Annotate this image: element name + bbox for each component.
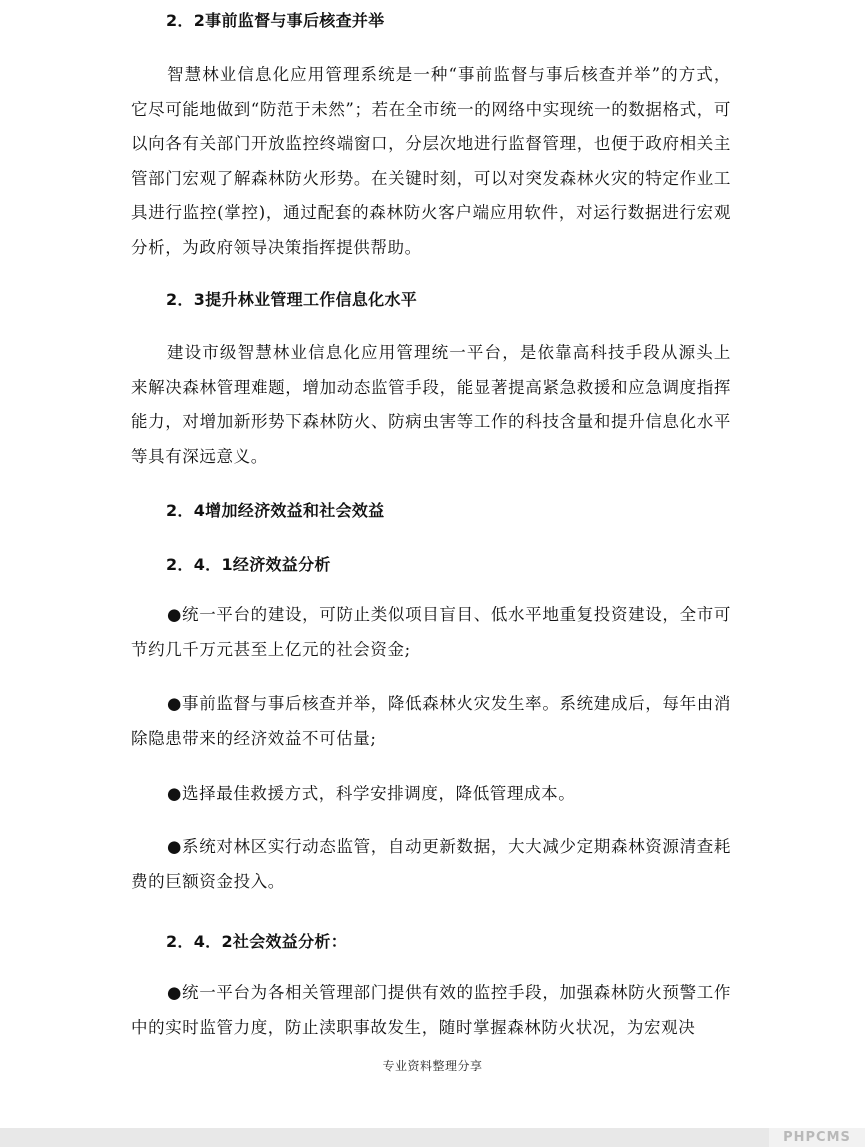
section-body-2-2: 智慧林业信息化应用管理系统是一种“事前监督与事后核查并举”的方式，它尽可能地做到“防范于未然”；若在全市统一的网络中实现统一的数据格式，可以向各有关部门开放监控终端窗口，分层次地进行监督管理，也便于政府相关主管部门宏观了解森林防火形势。在关键时刻，可以对突发森林火灾的特定作业工具进行监控(掌控)，通过配套的森林防火客户端应用软件，对运行数据进行宏观分析，为政府领导决策指挥提供帮助。 [131,65,731,257]
social-benefit-item-1: ●统一平台为各相关管理部门提供有效的监控手段，加强森林防火预警工作中的实时监管力度，防止渎职事故发生，随时掌握森林防火状况，为宏观决 [131,983,731,1037]
economic-benefit-item-3: ●选择最佳救援方式，科学安排调度，降低管理成本。 [167,784,576,803]
section-heading-2-4-2: 2．4．2社会效益分析： [166,932,347,951]
section-heading-2-3: 2．3提升林业管理工作信息化水平 [166,290,418,309]
economic-benefit-item-4: ●系统对林区实行动态监管，自动更新数据，大大减少定期森林资源清查耗费的巨额资金投入。 [131,837,731,891]
section-body-2-3: 建设市级智慧林业信息化应用管理统一平台，是依靠高科技手段从源头上来解决森林管理难题，增加动态监管手段，能显著提高紧急救援和应急调度指挥能力，对增加新形势下森林防火、防病虫害等工作的科技含量和提升信息化水平等具有深远意义。 [131,343,731,466]
economic-benefit-item-2: ●事前监督与事后核查并举，降低森林火灾发生率。系统建成后，每年由消除隐患带来的经济效益不可估量; [131,694,731,748]
section-heading-2-4-1: 2．4．1经济效益分析 [166,555,331,574]
economic-benefit-item-1: ●统一平台的建设，可防止类似项目盲目、低水平地重复投资建设，全市可节约几千万元甚至上亿元的社会资金; [131,605,731,659]
watermark-logo: PHPCMS [769,1128,865,1147]
bottom-strip [0,1128,865,1147]
section-heading-2-4: 2．4增加经济效益和社会效益 [166,501,385,520]
section-heading-2-2: 2．2事前监督与事后核查并举 [166,11,385,30]
page-footer: 专业资料整理分享 [382,1059,483,1073]
